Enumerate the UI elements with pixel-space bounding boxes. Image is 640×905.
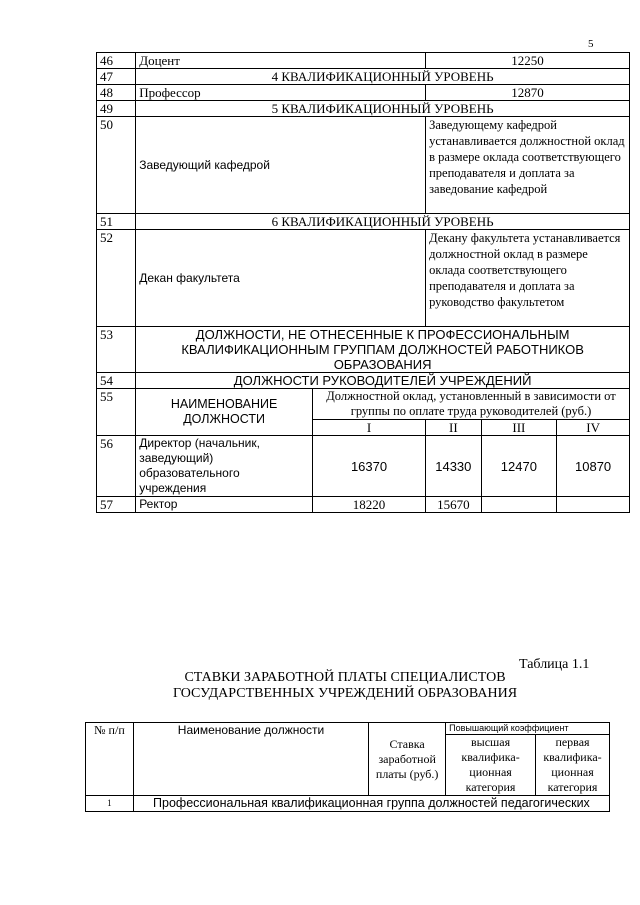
table-row — [97, 214, 630, 230]
table-row — [97, 497, 630, 513]
group-label: III — [481, 420, 557, 436]
table-header-row — [97, 389, 630, 420]
table-row — [97, 69, 630, 85]
header-position: НАИМЕНОВАНИЕ ДОЛЖНОСТИ — [136, 389, 313, 436]
table-title: СТАВКИ ЗАРАБОТНОЙ ПЛАТЫ СПЕЦИАЛИСТОВ ГОСУДАРСТВЕННЫХ УЧРЕЖДЕНИЙ ОБРАЗОВАНИЯ — [172, 670, 518, 701]
row-number: 52 — [97, 230, 136, 327]
salary-value: 16370 — [312, 436, 425, 497]
row-number: 51 — [97, 214, 136, 230]
table-row — [97, 85, 630, 101]
table-row — [97, 327, 630, 373]
row-number: 46 — [97, 53, 136, 69]
position-note: Заведующему кафедрой устанавливается должностной оклад в размере оклада соответствующего преподавателя и доплата за заведование кафедрой — [426, 117, 630, 214]
level-heading: 5 КВАЛИФИКАЦИОННЫЙ УРОВЕНЬ — [136, 101, 630, 117]
level-heading: ДОЛЖНОСТИ РУКОВОДИТЕЛЕЙ УЧРЕЖДЕНИЙ — [136, 373, 630, 389]
row-number: 50 — [97, 117, 136, 214]
salary-value — [481, 497, 557, 513]
group-heading: Профессиональная квалификационная группа должностей педагогических — [133, 796, 609, 812]
header-rate: Ставка заработной платы (руб.) — [369, 723, 446, 796]
position-name: Ректор — [136, 497, 313, 513]
salary-table — [96, 52, 630, 513]
row-number: 1 — [86, 796, 134, 812]
table-row — [97, 53, 630, 69]
header-coefficient: Повышающий коэффициент — [446, 723, 610, 735]
header-position: Наименование должности — [133, 723, 368, 796]
group-label: IV — [557, 420, 630, 436]
position-name: Доцент — [136, 53, 426, 69]
table-row — [97, 373, 630, 389]
level-heading: 6 КВАЛИФИКАЦИОННЫЙ УРОВЕНЬ — [136, 214, 630, 230]
position-name: Директор (начальник, заведующий) образовательного учреждения — [136, 436, 313, 497]
salary-value: 12870 — [426, 85, 630, 101]
header-high-category: высшая квалифика-ционная категория — [446, 735, 536, 796]
salary-value: 12470 — [481, 436, 557, 497]
table-header-row — [86, 723, 610, 735]
row-number: 57 — [97, 497, 136, 513]
position-note: Декану факультета устанавливается должностной оклад в размере оклада соответствующего преподавателя и доплата за руководство факультетом — [426, 230, 630, 327]
level-heading: 4 КВАЛИФИКАЦИОННЫЙ УРОВЕНЬ — [136, 69, 630, 85]
group-label: I — [312, 420, 425, 436]
salary-value: 10870 — [557, 436, 630, 497]
rates-table — [85, 722, 610, 812]
position-name: Декан факультета — [136, 230, 426, 327]
header-number: № п/п — [86, 723, 134, 796]
table-row — [97, 436, 630, 497]
header-salary: Должностной оклад, установленный в зависимости от группы по оплате труда руководителей (руб.) — [312, 389, 629, 420]
row-number: 47 — [97, 69, 136, 85]
salary-value — [557, 497, 630, 513]
table-row — [86, 796, 610, 812]
table-row — [97, 117, 630, 214]
header-first-category: первая квалифика-ционная категория — [536, 735, 610, 796]
position-name: Профессор — [136, 85, 426, 101]
row-number: 49 — [97, 101, 136, 117]
salary-value: 18220 — [312, 497, 425, 513]
table-row — [97, 230, 630, 327]
row-number: 48 — [97, 85, 136, 101]
page-number: 5 — [588, 38, 594, 50]
row-number: 54 — [97, 373, 136, 389]
level-heading: ДОЛЖНОСТИ, НЕ ОТНЕСЕННЫЕ К ПРОФЕССИОНАЛЬНЫМ КВАЛИФИКАЦИОННЫМ ГРУППАМ ДОЛЖНОСТЕЙ РАБОТНИКОВ ОБРАЗОВАНИЯ — [136, 327, 630, 373]
position-name: Заведующий кафедрой — [136, 117, 426, 214]
row-number: 56 — [97, 436, 136, 497]
group-label: II — [426, 420, 481, 436]
table-row — [97, 101, 630, 117]
row-number: 53 — [97, 327, 136, 373]
table-caption: Таблица 1.1 — [519, 657, 590, 672]
salary-value: 15670 — [426, 497, 481, 513]
salary-value: 14330 — [426, 436, 481, 497]
row-number: 55 — [97, 389, 136, 436]
salary-value: 12250 — [426, 53, 630, 69]
